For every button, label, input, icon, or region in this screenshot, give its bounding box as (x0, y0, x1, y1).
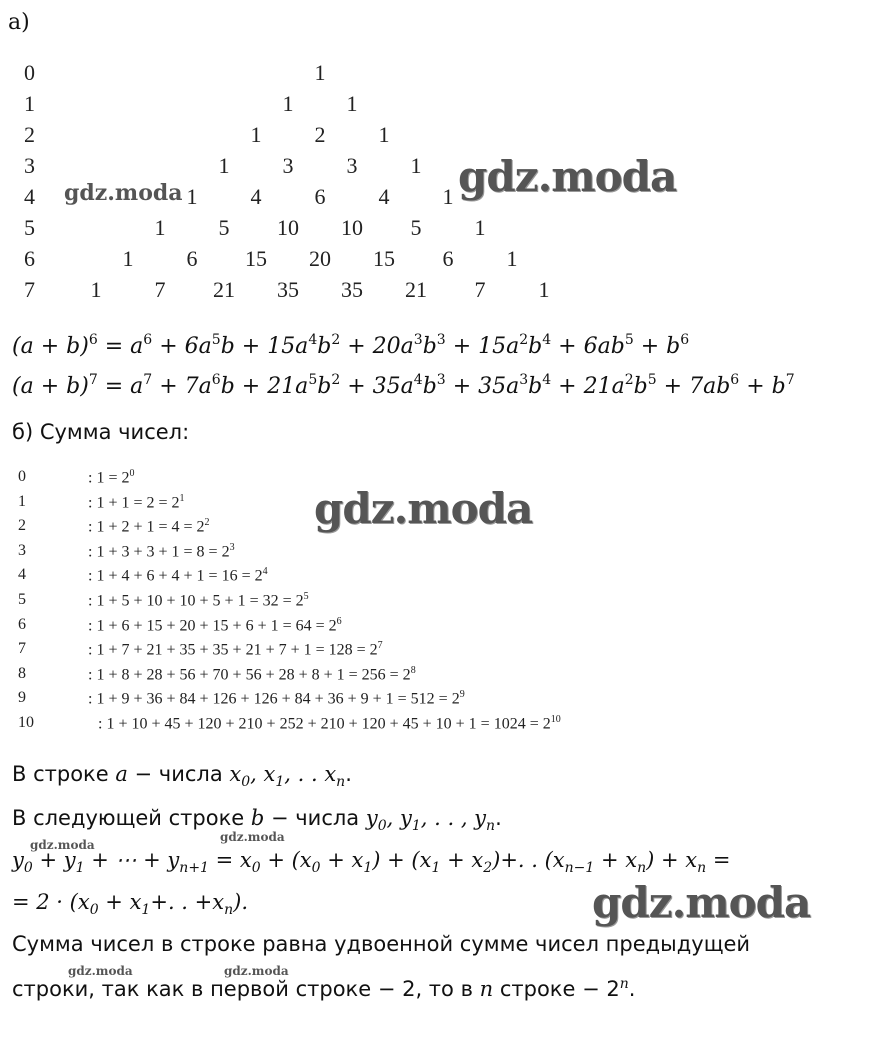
explanation-line-1: В строке a − числа $x_0$, $x_1$, . . $x_n$. (12, 762, 352, 791)
watermark-logo: gdz.moda (68, 964, 133, 978)
triangle-number: 4 (378, 184, 390, 209)
watermark-logo: gdz.moda (314, 484, 533, 533)
watermark-logo: gdz.moda (458, 152, 677, 201)
explanation-line-5: Сумма чисел в строке равна удвоенной сумме чисел предыдущей (12, 932, 751, 956)
triangle-number: 10 (341, 215, 363, 240)
sum-row-expression: : $1 + 5 + 10 + 10 + 5 + 1 = 32 = 2^5$ (88, 591, 309, 610)
watermark-logo: gdz.moda (224, 964, 289, 978)
triangle-row-index: 3 (24, 153, 35, 178)
triangle-row-index: 0 (24, 60, 35, 85)
triangle-number: 7 (154, 277, 166, 302)
triangle-number: 6 (442, 246, 454, 271)
sum-row-index: 1 (18, 492, 26, 510)
sum-row-index: 6 (18, 615, 26, 633)
sum-row-index: 8 (18, 664, 26, 682)
watermark-logo: gdz.moda (64, 180, 183, 206)
sum-row-expression: : $1 + 10 + 45 + 120 + 210 + 252 + 210 + 120 + 45 + 10 + 1 = 1024 = 2^{10}$ (98, 714, 561, 733)
sum-row-expression: : $1 + 1 = 2 = 2^1$ (88, 492, 185, 511)
triangle-number: 20 (309, 246, 331, 271)
triangle-number: 5 (410, 215, 422, 240)
watermark-logo: gdz.moda (592, 878, 811, 927)
triangle-number: 1 (154, 215, 166, 240)
triangle-row-index: 5 (24, 215, 35, 240)
triangle-row-index: 1 (24, 91, 35, 116)
binomial-formula-7: $(a + b)^7 = a^7 + 7a^6b + 21a^5b^2 + 35a^4b^3 + 35a^3b^4 + 21a^2b^5 + 7ab^6 + b^7$ (12, 372, 795, 399)
sum-row-index: 7 (18, 640, 26, 658)
sum-row-expression: : $1 + 8 + 28 + 56 + 70 + 56 + 28 + 8 + 1 = 256 = 2^8$ (88, 664, 416, 684)
triangle-number: 1 (90, 277, 102, 302)
triangle-number: 35 (277, 277, 299, 302)
triangle-number: 1 (506, 246, 518, 271)
sum-row-index: 4 (18, 566, 26, 584)
triangle-number: 21 (213, 277, 235, 302)
triangle-row (0, 60, 877, 90)
sum-row-expression: : $1 + 4 + 6 + 4 + 1 = 16 = 2^4$ (88, 566, 268, 585)
sum-equation-line-2: = $2 \cdot (x_0 + x_1+$. . $+x_n$). (12, 890, 248, 919)
triangle-row (0, 246, 877, 276)
triangle-row-index: 6 (24, 246, 35, 271)
part-a-label: а) (8, 10, 30, 35)
sum-row-expression: : $1 + 6 + 15 + 20 + 15 + 6 + 1 = 64 = 2^6$ (88, 615, 342, 634)
triangle-number: 1 (282, 91, 294, 116)
triangle-number: 1 (346, 91, 358, 116)
triangle-row (0, 122, 877, 152)
sum-row-index: 9 (18, 689, 26, 707)
triangle-number: 21 (405, 277, 427, 302)
triangle-number: 1 (314, 60, 326, 85)
binomial-formula-6: $(a + b)^6 = a^6 + 6a^5b + 15a^4b^2 + 20a^3b^3 + 15a^2b^4 + 6ab^5 + b^6$ (12, 332, 690, 359)
triangle-number: 1 (218, 153, 230, 178)
triangle-number: 1 (250, 122, 262, 147)
triangle-number: 1 (538, 277, 550, 302)
triangle-row-index: 7 (24, 277, 35, 302)
part-b-label: б) Сумма чисел: (12, 420, 190, 444)
sum-row-index: 5 (18, 591, 26, 608)
triangle-number: 1 (410, 153, 422, 178)
triangle-number: 4 (250, 184, 262, 209)
triangle-number: 3 (346, 153, 358, 178)
triangle-number: 35 (341, 277, 363, 302)
sum-row-expression: : $1 + 7 + 21 + 35 + 35 + 21 + 7 + 1 = 128 = 2^7$ (88, 640, 383, 659)
sum-row-index: 10 (18, 714, 34, 731)
triangle-row (0, 91, 877, 121)
triangle-number: 1 (442, 184, 454, 209)
triangle-row (0, 215, 877, 245)
triangle-number: 7 (474, 277, 486, 302)
sum-row-index: 3 (18, 541, 26, 559)
triangle-row-index: 4 (24, 184, 35, 209)
triangle-number: 1 (122, 246, 134, 271)
explanation-line-6: строки, так как в первой строке − 2, то в n строке − $2^n$. (12, 976, 636, 1001)
triangle-number: 6 (186, 246, 198, 271)
triangle-number: 1 (378, 122, 390, 147)
sum-equation-line-1: $y_0 + y_1$ + ⋯ + $y_{n+1} = x_0 + (x_0 + x_1) + (x_1 + x_2)+$. . $(x_{n-1} + x_n) + x_n$ = (12, 848, 731, 877)
triangle-number: 6 (314, 184, 326, 209)
triangle-row (0, 277, 877, 307)
triangle-number: 10 (277, 215, 299, 240)
sum-row-expression: : $1 + 3 + 3 + 1 = 8 = 2^3$ (88, 541, 235, 561)
triangle-number: 5 (218, 215, 230, 240)
explanation-line-2: В следующей строке b − числа $y_0$, $y_1$, . . , $y_n$. (12, 806, 502, 835)
triangle-row (0, 153, 877, 183)
watermark-logo: gdz.moda (220, 830, 285, 844)
sum-row-expression: : $1 + 9 + 36 + 84 + 126 + 126 + 84 + 36 + 9 + 1 = 512 = 2^9$ (88, 689, 465, 708)
sum-row-index: 2 (18, 517, 26, 535)
triangle-number: 1 (474, 215, 486, 240)
watermark-logo: gdz.moda (30, 838, 95, 852)
triangle-number: 15 (245, 246, 267, 271)
triangle-row-index: 2 (24, 122, 35, 147)
triangle-number: 3 (282, 153, 294, 178)
sum-row-expression: : $1 + 2 + 1 = 4 = 2^2$ (88, 517, 210, 536)
triangle-number: 2 (314, 122, 326, 147)
sum-row-expression: : $1 = 2^0$ (88, 468, 135, 487)
sum-row-index: 0 (18, 468, 26, 485)
triangle-number: 15 (373, 246, 395, 271)
triangle-number: 1 (186, 184, 198, 209)
